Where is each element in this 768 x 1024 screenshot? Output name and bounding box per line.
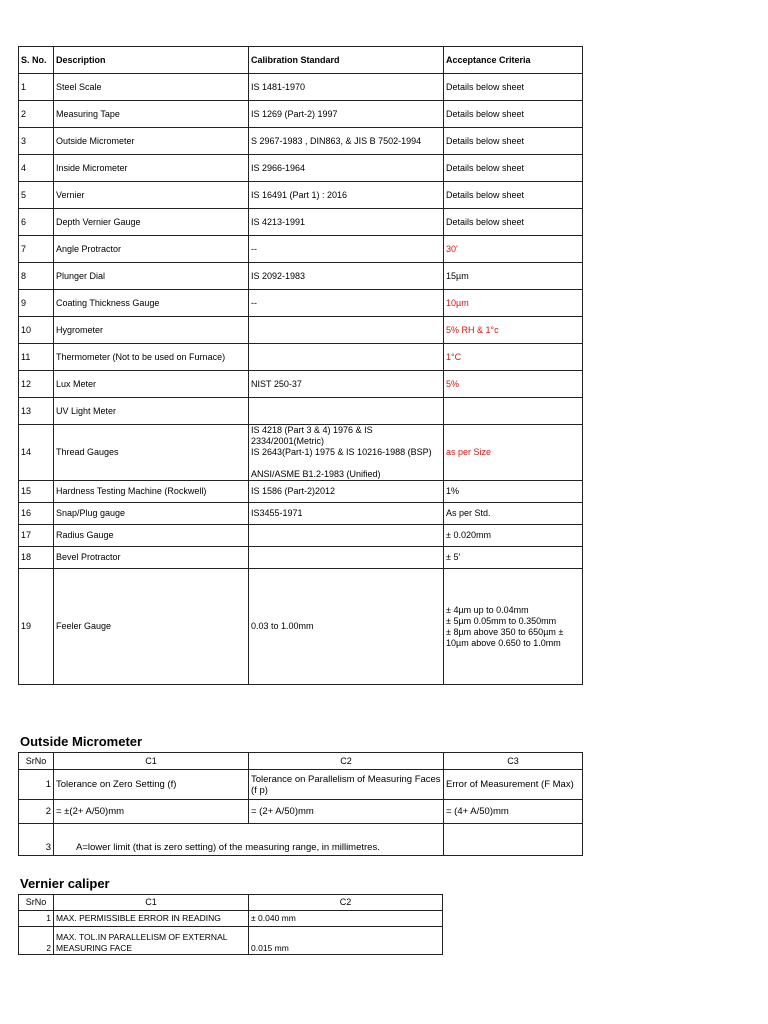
cell-calibration-standard: 0.03 to 1.00mm — [249, 569, 444, 685]
cell-sno: 9 — [19, 290, 54, 317]
table-row — [19, 927, 443, 955]
cell-description: Angle Protractor — [54, 236, 249, 263]
table-row — [19, 74, 583, 101]
cell-acceptance-criteria: 30' — [444, 236, 583, 263]
cell-acceptance-criteria: 10µm — [444, 290, 583, 317]
table-row — [19, 525, 583, 547]
cell-c2: = (2+ A/50)mm — [249, 800, 444, 824]
table-row — [19, 398, 583, 425]
cell-description: Radius Gauge — [54, 525, 249, 547]
cell-calibration-standard — [249, 317, 444, 344]
header-c2: C2 — [249, 753, 444, 770]
header-c2: C2 — [249, 895, 443, 911]
cell-acceptance-criteria — [444, 398, 583, 425]
row-number: 1 — [19, 911, 54, 927]
cell-sno: 2 — [19, 101, 54, 128]
row-number: 2 — [19, 927, 54, 955]
table-row — [19, 800, 583, 824]
cell-acceptance-criteria: 5% RH & 1°c — [444, 317, 583, 344]
cell-sno: 19 — [19, 569, 54, 685]
table-row — [19, 371, 583, 398]
cell-c2: Tolerance on Parallelism of Measuring Faces (f p) — [249, 770, 444, 800]
cell-acceptance-criteria: as per Size — [444, 425, 583, 481]
cell-acceptance-criteria: Details below sheet — [444, 155, 583, 182]
cell-calibration-standard: NIST 250-37 — [249, 371, 444, 398]
cell-acceptance-criteria: 1% — [444, 481, 583, 503]
cell-sno: 18 — [19, 547, 54, 569]
cell-acceptance-criteria: 15µm — [444, 263, 583, 290]
cell-calibration-standard: IS 4213-1991 — [249, 209, 444, 236]
cell-sno: 13 — [19, 398, 54, 425]
row-number: 1 — [19, 770, 54, 800]
cell-acceptance-criteria: Details below sheet — [444, 128, 583, 155]
cell-sno: 17 — [19, 525, 54, 547]
cell-description: Coating Thickness Gauge — [54, 290, 249, 317]
cell-calibration-standard: IS 2092-1983 — [249, 263, 444, 290]
table-row — [19, 317, 583, 344]
cell-c1: Tolerance on Zero Setting (f) — [54, 770, 249, 800]
cell-calibration-standard: IS3455-1971 — [249, 503, 444, 525]
cell-acceptance-criteria: Details below sheet — [444, 182, 583, 209]
table-row — [19, 263, 583, 290]
cell-description: Plunger Dial — [54, 263, 249, 290]
table-row — [19, 425, 583, 481]
cell-sno: 4 — [19, 155, 54, 182]
cell-acceptance-criteria: Details below sheet — [444, 101, 583, 128]
header-srno: SrNo — [19, 895, 54, 911]
cell-c1: MAX. TOL.IN PARALLELISM OF EXTERNAL MEASURING FACE — [54, 927, 249, 955]
cell-sno: 7 — [19, 236, 54, 263]
cell-calibration-standard — [249, 398, 444, 425]
cell-sno: 11 — [19, 344, 54, 371]
cell-description: Snap/Plug gauge — [54, 503, 249, 525]
table-row — [19, 101, 583, 128]
cell-acceptance-criteria: Details below sheet — [444, 209, 583, 236]
table-row — [19, 155, 583, 182]
cell-sno: 6 — [19, 209, 54, 236]
cell-acceptance-criteria: 1°C — [444, 344, 583, 371]
table-header-row — [19, 895, 443, 911]
cell-sno: 12 — [19, 371, 54, 398]
cell-calibration-standard: -- — [249, 236, 444, 263]
cell-sno: 15 — [19, 481, 54, 503]
cell-c1: MAX. PERMISSIBLE ERROR IN READING — [54, 911, 249, 927]
row-number: 3 — [19, 824, 54, 856]
cell-calibration-standard — [249, 344, 444, 371]
cell-sno: 8 — [19, 263, 54, 290]
cell-c3: Error of Measurement (F Max) — [444, 770, 583, 800]
cell-description: Depth Vernier Gauge — [54, 209, 249, 236]
header-sno: S. No. — [19, 47, 54, 74]
cell-sno: 3 — [19, 128, 54, 155]
cell-description: Measuring Tape — [54, 101, 249, 128]
cell-description: Hardness Testing Machine (Rockwell) — [54, 481, 249, 503]
table-row — [19, 182, 583, 209]
table-row — [19, 503, 583, 525]
cell-description: Bevel Protractor — [54, 547, 249, 569]
cell-c3: = (4+ A/50)mm — [444, 800, 583, 824]
cell-calibration-standard: -- — [249, 290, 444, 317]
vernier-caliper-table — [18, 894, 443, 955]
cell-description: Lux Meter — [54, 371, 249, 398]
table-row — [19, 290, 583, 317]
cell-calibration-standard: IS 16491 (Part 1) : 2016 — [249, 182, 444, 209]
cell-description: Thread Gauges — [54, 425, 249, 481]
cell-sno: 16 — [19, 503, 54, 525]
table-row — [19, 911, 443, 927]
cell-acceptance-criteria: ± 4µm up to 0.04mm ± 5µm 0.05mm to 0.350mm ± 8µm above 350 to 650µm ± 10µm above 0.650 to 1.0mm — [444, 569, 583, 685]
cell-acceptance-criteria: Details below sheet — [444, 74, 583, 101]
cell-calibration-standard: IS 1586 (Part-2)2012 — [249, 481, 444, 503]
cell-description: Thermometer (Not to be used on Furnace) — [54, 344, 249, 371]
cell-calibration-standard: IS 4218 (Part 3 & 4) 1976 & IS 2334/2001(Metric) IS 2643(Part-1) 1975 & IS 10216-1988 (BSP) ANSI/ASME B1.2-1983 (Unified) — [249, 425, 444, 481]
table-header-row — [19, 753, 583, 770]
cell-sno: 1 — [19, 74, 54, 101]
table-row — [19, 128, 583, 155]
cell-c1: = ±(2+ A/50)mm — [54, 800, 249, 824]
cell-acceptance-criteria: As per Std. — [444, 503, 583, 525]
cell-description: Steel Scale — [54, 74, 249, 101]
header-c3: C3 — [444, 753, 583, 770]
cell-sno: 14 — [19, 425, 54, 481]
cell-acceptance-criteria: ± 5' — [444, 547, 583, 569]
cell-c2: ± 0.040 mm — [249, 911, 443, 927]
cell-description: Vernier — [54, 182, 249, 209]
cell-sno: 10 — [19, 317, 54, 344]
cell-description: Feeler Gauge — [54, 569, 249, 685]
table-row — [19, 824, 583, 856]
cell-calibration-standard: IS 2966-1964 — [249, 155, 444, 182]
header-srno: SrNo — [19, 753, 54, 770]
cell-sno: 5 — [19, 182, 54, 209]
outside-micrometer-title: Outside Micrometer — [20, 734, 143, 749]
table-row — [19, 770, 583, 800]
cell-calibration-standard: IS 1269 (Part-2) 1997 — [249, 101, 444, 128]
table-row — [19, 547, 583, 569]
table-row — [19, 209, 583, 236]
header-acceptance-criteria: Acceptance Criteria — [444, 47, 583, 74]
cell-acceptance-criteria: ± 0.020mm — [444, 525, 583, 547]
empty-cell — [444, 824, 583, 856]
cell-calibration-standard — [249, 547, 444, 569]
cell-c2: 0.015 mm — [249, 927, 443, 955]
outside-micrometer-table — [18, 752, 583, 856]
cell-description: Hygrometer — [54, 317, 249, 344]
cell-description: UV Light Meter — [54, 398, 249, 425]
table-row — [19, 236, 583, 263]
cell-calibration-standard: S 2967-1983 , DIN863, & JIS B 7502-1994 — [249, 128, 444, 155]
row-number: 2 — [19, 800, 54, 824]
cell-calibration-standard — [249, 525, 444, 547]
calibration-table — [18, 46, 583, 685]
table-row — [19, 481, 583, 503]
header-c1: C1 — [54, 753, 249, 770]
header-description: Description — [54, 47, 249, 74]
range-note: A=lower limit (that is zero setting) of the measuring range, in millimetres. — [54, 824, 444, 856]
header-calibration-standard: Calibration Standard — [249, 47, 444, 74]
table-row — [19, 569, 583, 685]
header-c1: C1 — [54, 895, 249, 911]
cell-description: Inside Micrometer — [54, 155, 249, 182]
table-header-row — [19, 47, 583, 74]
cell-calibration-standard: IS 1481-1970 — [249, 74, 444, 101]
cell-description: Outside Micrometer — [54, 128, 249, 155]
cell-acceptance-criteria: 5% — [444, 371, 583, 398]
table-row — [19, 344, 583, 371]
vernier-caliper-title: Vernier caliper — [20, 876, 110, 891]
